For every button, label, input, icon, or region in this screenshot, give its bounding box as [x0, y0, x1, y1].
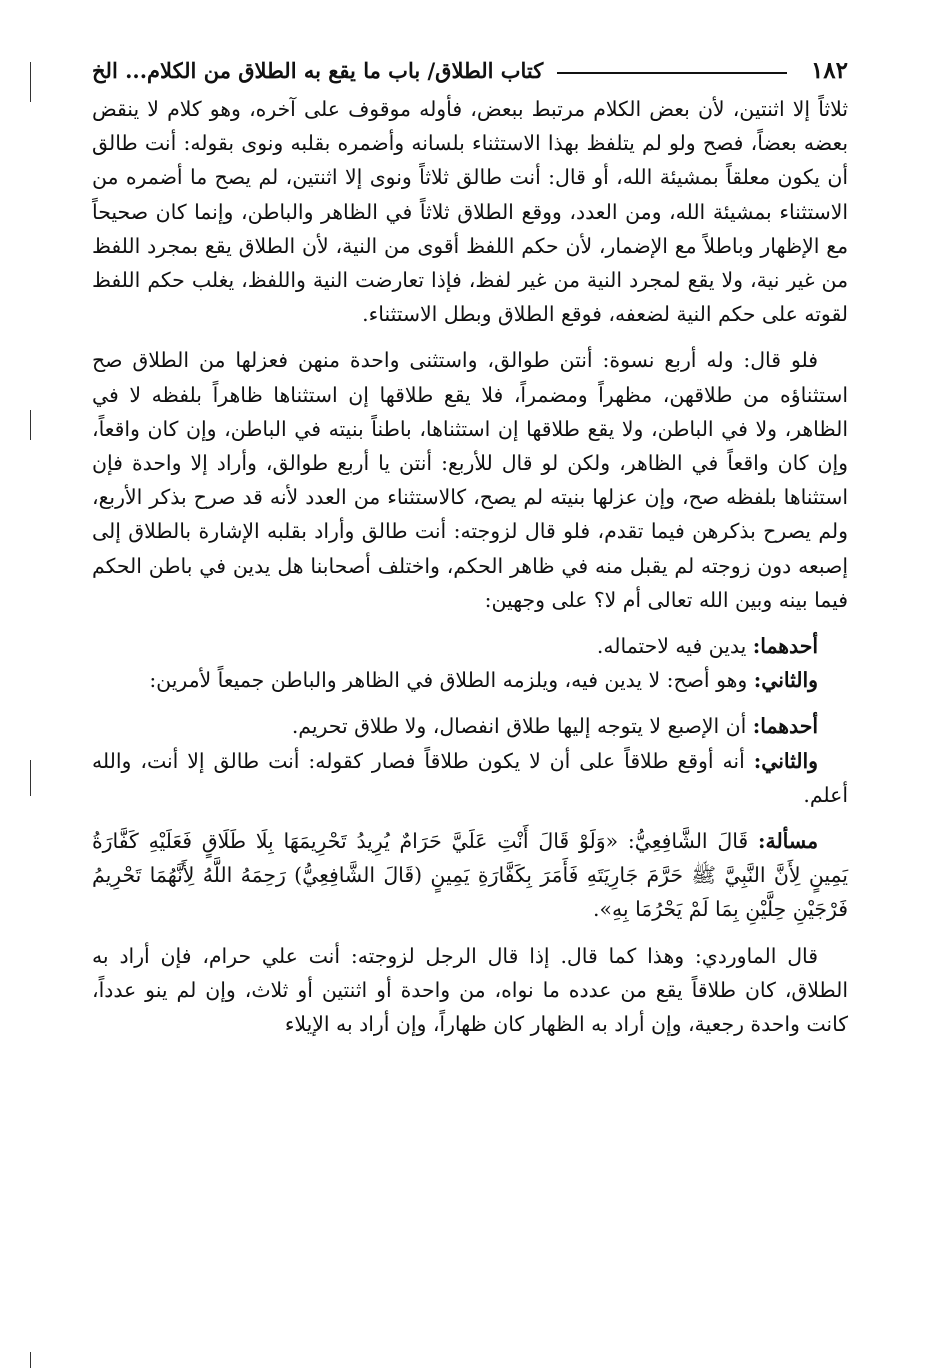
paragraph-text: يدين فيه لاحتماله.: [596, 634, 753, 659]
paragraph: [92, 939, 848, 1042]
paragraph: [92, 343, 848, 617]
paragraph-lead: والثاني:: [753, 748, 818, 773]
paragraph: [92, 744, 848, 812]
margin-mark: [30, 1352, 31, 1368]
header-rule: [557, 72, 787, 74]
paragraph-lead: مسألة:: [758, 829, 818, 854]
paragraph-lead: أحدهما:: [752, 634, 818, 659]
margin-mark: [30, 410, 31, 440]
paragraph: [92, 663, 848, 697]
paragraph-lead: والثاني:: [753, 668, 818, 693]
paragraph: [92, 709, 848, 743]
paragraph-text: فلو قال: وله أربع نسوة: أنتن طوالق، واستثنى واحدة منهن فعزلها من الطلاق صح استثناؤه من طلاقهن، مظهراً ومضمراً، فلا يقع طلاقها إن استثناها ظاهراً بلفظه لا في الظاهر، ولا في الباطن، ولا يقع طلاقها إن استثناها، باطناً بنيته في الباطن، وإن كان واقعاً، وإن كان واقعاً في الظاهر، ولكن لو قال للأربع: أنتن يا أربع طوالق، وأراد إلا واحدة فإن استثناها بلفظه صح، وإن عزلها بنيته لم يصح، كالاستثناء من العدد لأنه قد صرح بذكر الأربع، ولم يصرح بذكرهن فيما تقدم، فلو قال لزوجته: أنت طالق وأراد بقلبه الإشارة بالطلاق إلى إصبعه دون زوجته لم يقبل منه في ظاهر الحكم، واختلف أصحابنا هل يدين في باطن الحكم فيما بينه وبين الله تعالى أم لا؟ على وجهين:: [92, 348, 848, 612]
paragraph-text: وهو أصح: لا يدين فيه، ويلزمه الطلاق في الظاهر والباطن جميعاً لأمرين:: [149, 668, 754, 693]
body-text: [92, 92, 848, 1041]
page-number: ١٨٢: [810, 56, 848, 84]
paragraph: [92, 824, 848, 927]
paragraph-text: ثلاثاً إلا اثنتين، لأن بعض الكلام مرتبط ببعض، فأوله موقوف على آخره، وهو كلام لا ينقض بعضه بعضاً، فصح ولو لم يتلفظ بهذا الاستثناء بلسانه وأضمره بقلبه ونوى بقوله: أنت طالق أن يكون معلقاً بمشيئة الله، أو قال: أنت طالق ثلاثاً ونوى إلا اثنتين، لم يصح ما أضمره من الاستثناء بمشيئة الله، ومن العدد، ووقع الطلاق ثلاثاً في الظاهر والباطن، وإنما كان صحيحاً مع الإظهار وباطلاً مع الإضمار، لأن حكم اللفظ أقوى من النية، لأن الطلاق يقع بمجرد اللفظ من غير نية، ولا يقع لمجرد النية من غير لفظ، فإذا تعارضت النية واللفظ، يغلب حكم اللفظ لقوته على حكم النية لضعفه، فوقع الطلاق وبطل الاستثناء.: [92, 97, 848, 327]
margin-mark: [30, 62, 31, 102]
paragraph-text: أن الإصبع لا يتوجه إليها طلاق انفصال، ولا طلاق تحريم.: [291, 714, 753, 739]
paragraph-text: قال الماوردي: وهذا كما قال. إذا قال الرجل لزوجته: أنت علي حرام، فإن أراد به الطلاق، كان طلاقاً يقع من عدده ما نواه، من واحدة أو اثنتين أو ثلاث، وإن لم ينو عدداً، كانت واحدة رجعية، وإن أراد به الظهار كان ظهاراً، وإن أراد به الإيلاء: [92, 943, 848, 1037]
margin-mark: [30, 760, 31, 796]
paragraph: [92, 629, 848, 663]
paragraph-text: أنه أوقع طلاقاً على أن لا يكون طلاقاً فصار كقوله: أنت طالق إلا أنت، والله أعلم.: [92, 748, 848, 807]
paragraph: [92, 92, 848, 331]
paragraph-lead: أحدهما:: [752, 714, 818, 739]
running-title: كتاب الطلاق/ باب ما يقع به الطلاق من الكلام... الخ: [92, 57, 544, 83]
paragraph-text: قَالَ الشَّافِعِيُّ: «وَلَوْ قَالَ أَنْتِ عَلَيَّ حَرَامٌ يُرِيدُ تَحْرِيمَهَا بِلَا طَلَاقٍ فَعَلَيْهِ كَفَّارَةُ يَمِينٍ لِأَنَّ النَّبِيَّ ﷺ حَرَّمَ جَارِيَتَهِ فَأَمَرَ بِكَفَّارَةِ يَمِينٍ (قَالَ الشَّافِعِيُّ) رَحِمَهُ اللَّهُ لِأَنَّهُمَا تَحْرِيمُ فَرْجَيْنِ حِلَّيْنِ بِمَا لَمْ يَحْرُمَا بِهِ».: [92, 829, 848, 922]
page-header: [92, 50, 848, 90]
